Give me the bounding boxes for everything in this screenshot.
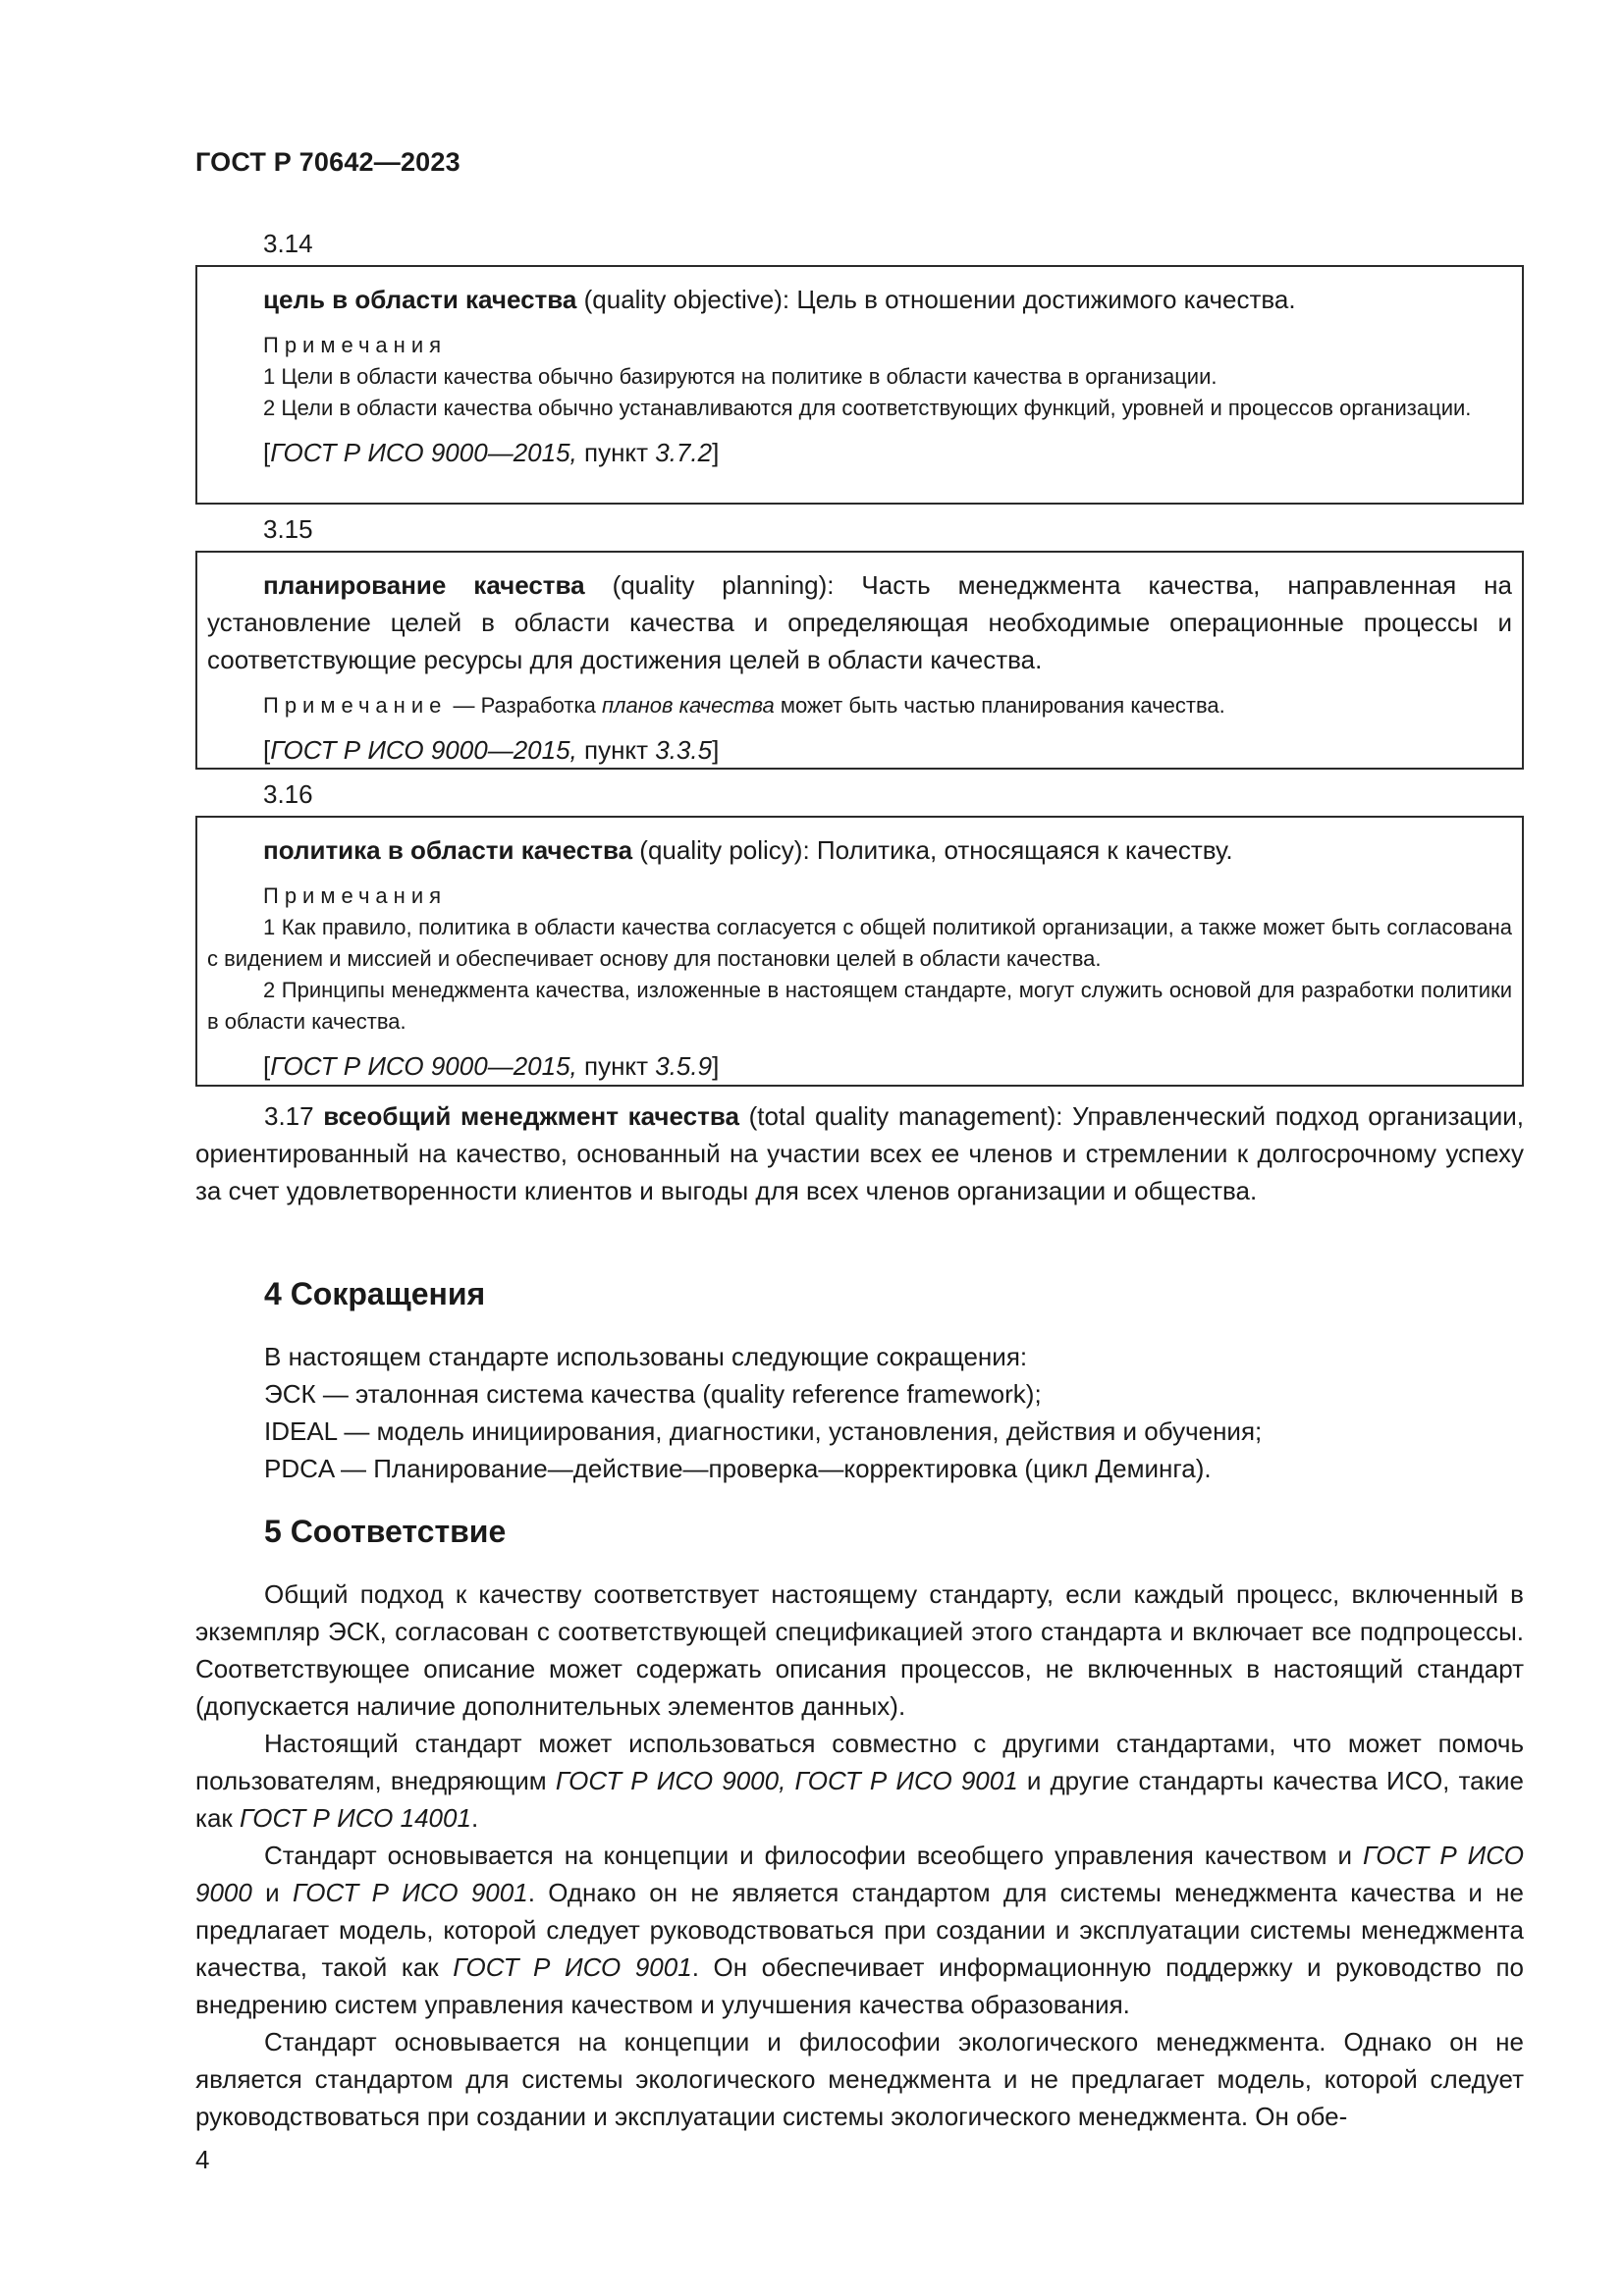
paragraph: Стандарт основывается на концепции и философии экологического менеджмента. Однако он не является стандартом для системы экологического менеджмента и не предлагает модель, которой следует руководствоваться при создании и эксплуатации системы экологического менеджмента. Он обе-	[195, 2027, 1524, 2131]
note: 1 Как правило, политика в области качества согласуется с общей политикой организации, а также может быть согласована с видением и миссией и обеспечивает основу для постановки целей в области качества.	[207, 915, 1512, 971]
notes-heading: Примечания	[263, 333, 448, 357]
source-clause-label: пункт	[576, 438, 656, 467]
conformance-text	[195, 1575, 1524, 2135]
source-clause-label: пункт	[576, 1051, 656, 1081]
source-clause-number: 3.7.2	[655, 438, 713, 467]
source-document: ГОСТ Р ИСО 9000—2015,	[270, 1051, 577, 1081]
paragraph-text: и другие стандарты качества ИСО, такие как	[195, 1766, 1524, 1833]
source-document: ГОСТ Р ИСО 9000—2015,	[270, 438, 577, 467]
term-number: 3.17	[264, 1101, 314, 1131]
term-number: 3.15	[263, 514, 313, 544]
standard-reference: ГОСТ Р ИСО 14001	[240, 1803, 471, 1833]
standard-reference: ГОСТ Р ИСО 9000	[195, 1841, 1524, 1907]
note: 1 Цели в области качества обычно базируются на политике в области качества в организации.	[263, 364, 1218, 389]
paragraph	[195, 1725, 1524, 1837]
paragraph	[195, 1837, 1524, 2023]
source-clause-label: пункт	[576, 735, 656, 765]
list-item: PDCA — Планирование—действие—проверка—корректировка (цикл Деминга).	[264, 1454, 1212, 1483]
definition	[207, 831, 1512, 869]
term-3-17	[195, 1097, 1524, 1209]
page-number: 4	[195, 2145, 210, 2174]
abbreviations-list	[195, 1338, 1524, 1487]
abbreviations-intro: В настоящем стандарте использованы следующие сокращения:	[264, 1342, 1028, 1371]
definition	[207, 566, 1512, 678]
note-label: Примечание	[263, 693, 448, 718]
section-heading-conformance: 5 Соответствие	[264, 1514, 507, 1549]
term-name: всеобщий менеджмент качества	[323, 1101, 739, 1131]
standard-reference: ГОСТ Р ИСО 9001	[292, 1878, 528, 1907]
source-clause-number: 3.3.5	[655, 735, 713, 765]
term-name: цель в области качества	[263, 285, 577, 314]
term-name: политика в области качества	[263, 835, 633, 865]
note: 2 Цели в области качества обычно устанавливаются для соответствующих функций, уровней и процессов организации.	[263, 396, 1472, 420]
note	[207, 690, 1512, 721]
list-item: IDEAL — модель инициирования, диагностики, установления, действия и обучения;	[264, 1416, 1263, 1446]
paragraph-text: . Он обеспечивает информационную поддержку и руководство по внедрению систем управления качеством и улучшения качества образования.	[195, 1952, 1524, 2019]
paragraph-text: . Однако он не является стандартом для системы менеджмента качества и не предлагает модель, которой следует руководствоваться при создании и эксплуатации системы менеджмента качества, такой как	[195, 1878, 1524, 1982]
paragraph: Общий подход к качеству соответствует настоящему стандарту, если каждый процесс, включенный в экземпляр ЭСК, согласован с соответствующей спецификацией этого стандарта и включает все подпроцессы. Соответствующее описание может содержать описания процессов, не включенных в настоящий стандарт (допускается наличие дополнительных элементов данных).	[195, 1579, 1524, 1721]
source-document: ГОСТ Р ИСО 9000—2015,	[270, 735, 577, 765]
definition	[207, 281, 1512, 318]
source-reference: [ГОСТ Р ИСО 9000—2015, пункт 3.7.2]	[263, 438, 720, 467]
paragraph-text: и	[251, 1878, 293, 1907]
note-text: может быть частью планирования качества.	[774, 693, 1225, 718]
notes-heading: Примечания	[263, 883, 448, 908]
definition-text: (quality objective): Цель в отношении достижимого качества.	[576, 285, 1296, 314]
note-text: — Разработка	[447, 693, 602, 718]
definition-text: (total quality management): Управленческий подход организации, ориентированный на качество, основанный на участии всех ее членов и стремлении к долгосрочному успеху за счет удовлетворенности клиентов и выгоды для всех членов организации и общества.	[195, 1101, 1524, 1205]
term-box-3-16	[195, 816, 1524, 1087]
section-heading-abbreviations: 4 Сокращения	[264, 1276, 486, 1311]
note: 2 Принципы менеджмента качества, изложенные в настоящем стандарте, могут служить основой для разработки политики в области качества.	[207, 978, 1512, 1034]
document-header: ГОСТ Р 70642—2023	[195, 147, 460, 177]
term-name: планирование качества	[263, 570, 585, 600]
standard-reference: ГОСТ Р ИСО 9000, ГОСТ Р ИСО 9001	[555, 1766, 1018, 1795]
term-box-3-14	[195, 265, 1524, 505]
term-number: 3.14	[263, 229, 313, 258]
definition	[195, 1097, 1524, 1209]
paragraph-text: .	[470, 1803, 479, 1833]
term-box-3-15	[195, 551, 1524, 770]
definition-text: (quality planning): Часть менеджмента качества, направленная на установление целей в области качества и определяющая необходимые операционные процессы и соответствующие ресурсы для достижения целей в области качества.	[207, 570, 1512, 674]
note-emphasis: планов качества	[601, 693, 775, 718]
source-clause-number: 3.5.9	[655, 1051, 713, 1081]
paragraph-text: Стандарт основывается на концепции и философии всеобщего управления качеством и	[264, 1841, 1363, 1870]
paragraph-text: Настоящий стандарт может использоваться совместно с другими стандартами, что может помочь пользователям, внедряющим	[195, 1729, 1524, 1795]
source-reference: [ГОСТ Р ИСО 9000—2015, пункт 3.3.5]	[263, 735, 720, 765]
definition-text: (quality policy): Политика, относящаяся к качеству.	[632, 835, 1233, 865]
standard-reference: ГОСТ Р ИСО 9001	[453, 1952, 692, 1982]
source-reference: [ГОСТ Р ИСО 9000—2015, пункт 3.5.9]	[263, 1051, 720, 1081]
list-item: ЭСК — эталонная система качества (quality reference framework);	[264, 1379, 1042, 1409]
term-number: 3.16	[263, 779, 313, 809]
